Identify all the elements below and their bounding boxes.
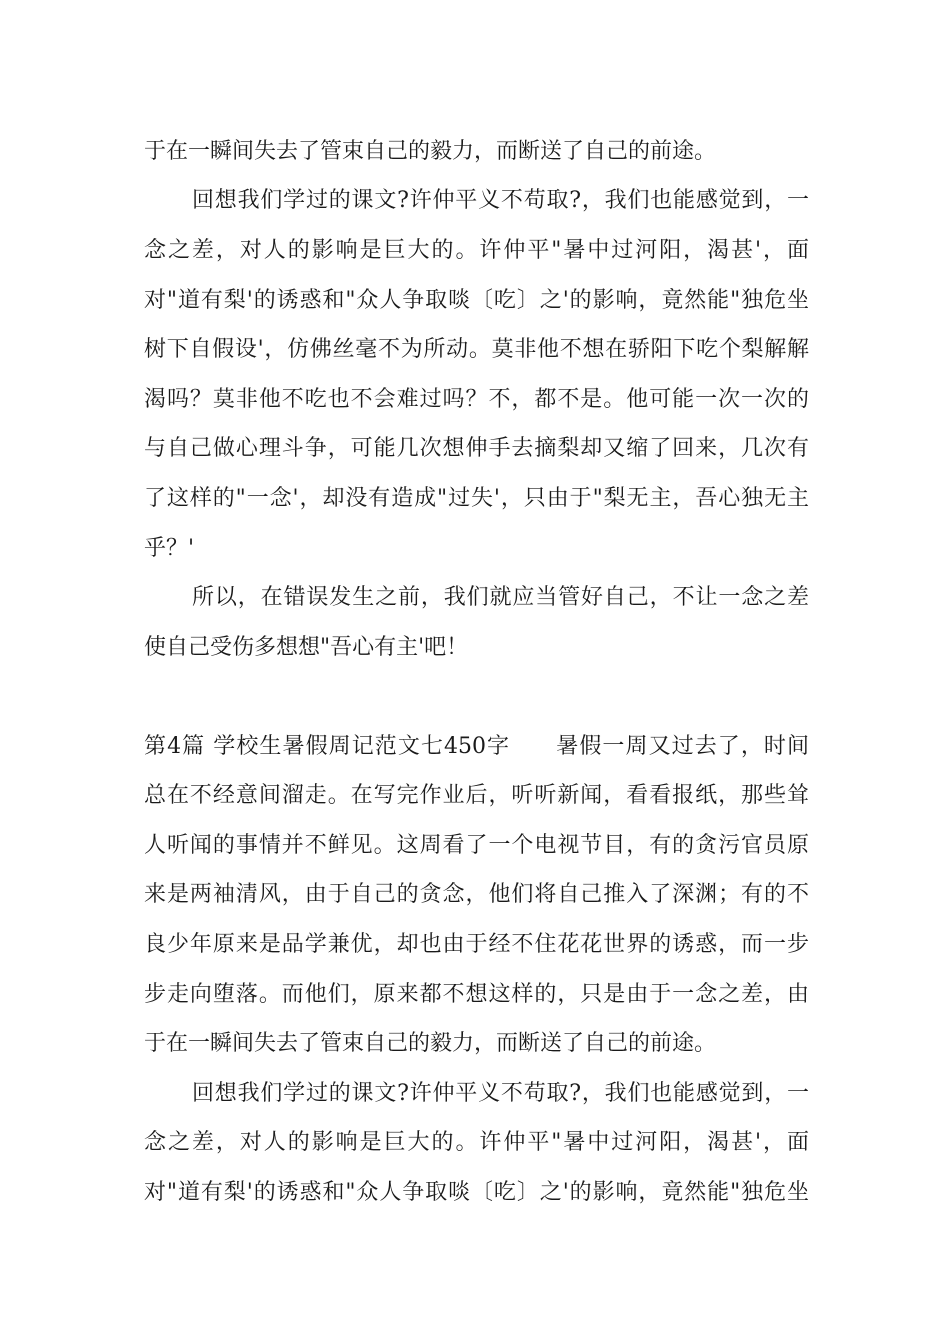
text-line: 了这样的"一念'，却没有造成"过失'，只由于"梨无主，吾心独无主 [144, 486, 809, 511]
text-line: 对"道有梨'的诱惑和"众人争取啖〔吃〕之'的影响，竟然能"独危坐 [144, 288, 809, 313]
text-line: 于在一瞬间失去了管束自己的毅力，而断送了自己的前途。 [144, 139, 717, 164]
text-line: 人听闻的事情并不鲜见。这周看了一个电视节目，有的贪污官员原 [144, 833, 809, 858]
text-line: 良少年原来是品学兼优，却也由于经不住花花世界的诱惑，而一步 [144, 932, 809, 957]
text-line: 步走向堕落。而他们，原来都不想这样的，只是由于一念之差，由 [144, 982, 809, 1007]
text-line: 来是两袖清风，由于自己的贪念，他们将自己推入了深渊；有的不 [144, 882, 809, 907]
text-line: 渴吗？莫非他不吃也不会难过吗？不，都不是。他可能一次一次的 [144, 387, 809, 412]
text-line: 使自己受伤多想想"吾心有主'吧！ [144, 635, 469, 660]
paragraph-first-line: 所以，在错误发生之前，我们就应当管好自己，不让一念之差 [192, 585, 809, 610]
text-line: 念之差，对人的影响是巨大的。许仲平"暑中过河阳，渴甚'，面 [144, 1130, 809, 1155]
text-line: 对"道有梨'的诱惑和"众人争取啖〔吃〕之'的影响，竟然能"独危坐 [144, 1180, 809, 1205]
text-line: 总在不经意间溜走。在写完作业后，听听新闻，看看报纸，那些耸 [144, 783, 809, 808]
text-line: 乎？' [144, 536, 195, 561]
text-line: 念之差，对人的影响是巨大的。许仲平"暑中过河阳，渴甚'，面 [144, 238, 809, 263]
text-line: 与自己做心理斗争，可能几次想伸手去摘梨却又缩了回来，几次有 [144, 436, 809, 461]
section-heading-line: 第4篇 学校生暑假周记范文七450字 暑假一周又过去了，时间 [144, 734, 809, 759]
paragraph-first-line: 回想我们学过的课文?许仲平义不苟取?，我们也能感觉到，一 [192, 188, 809, 213]
text-line: 树下自假设'，仿佛丝毫不为所动。莫非他不想在骄阳下吃个梨解解 [144, 337, 809, 362]
text-line: 于在一瞬间失去了管束自己的毅力，而断送了自己的前途。 [144, 1031, 717, 1056]
paragraph-first-line: 回想我们学过的课文?许仲平义不苟取?，我们也能感觉到，一 [192, 1081, 809, 1106]
